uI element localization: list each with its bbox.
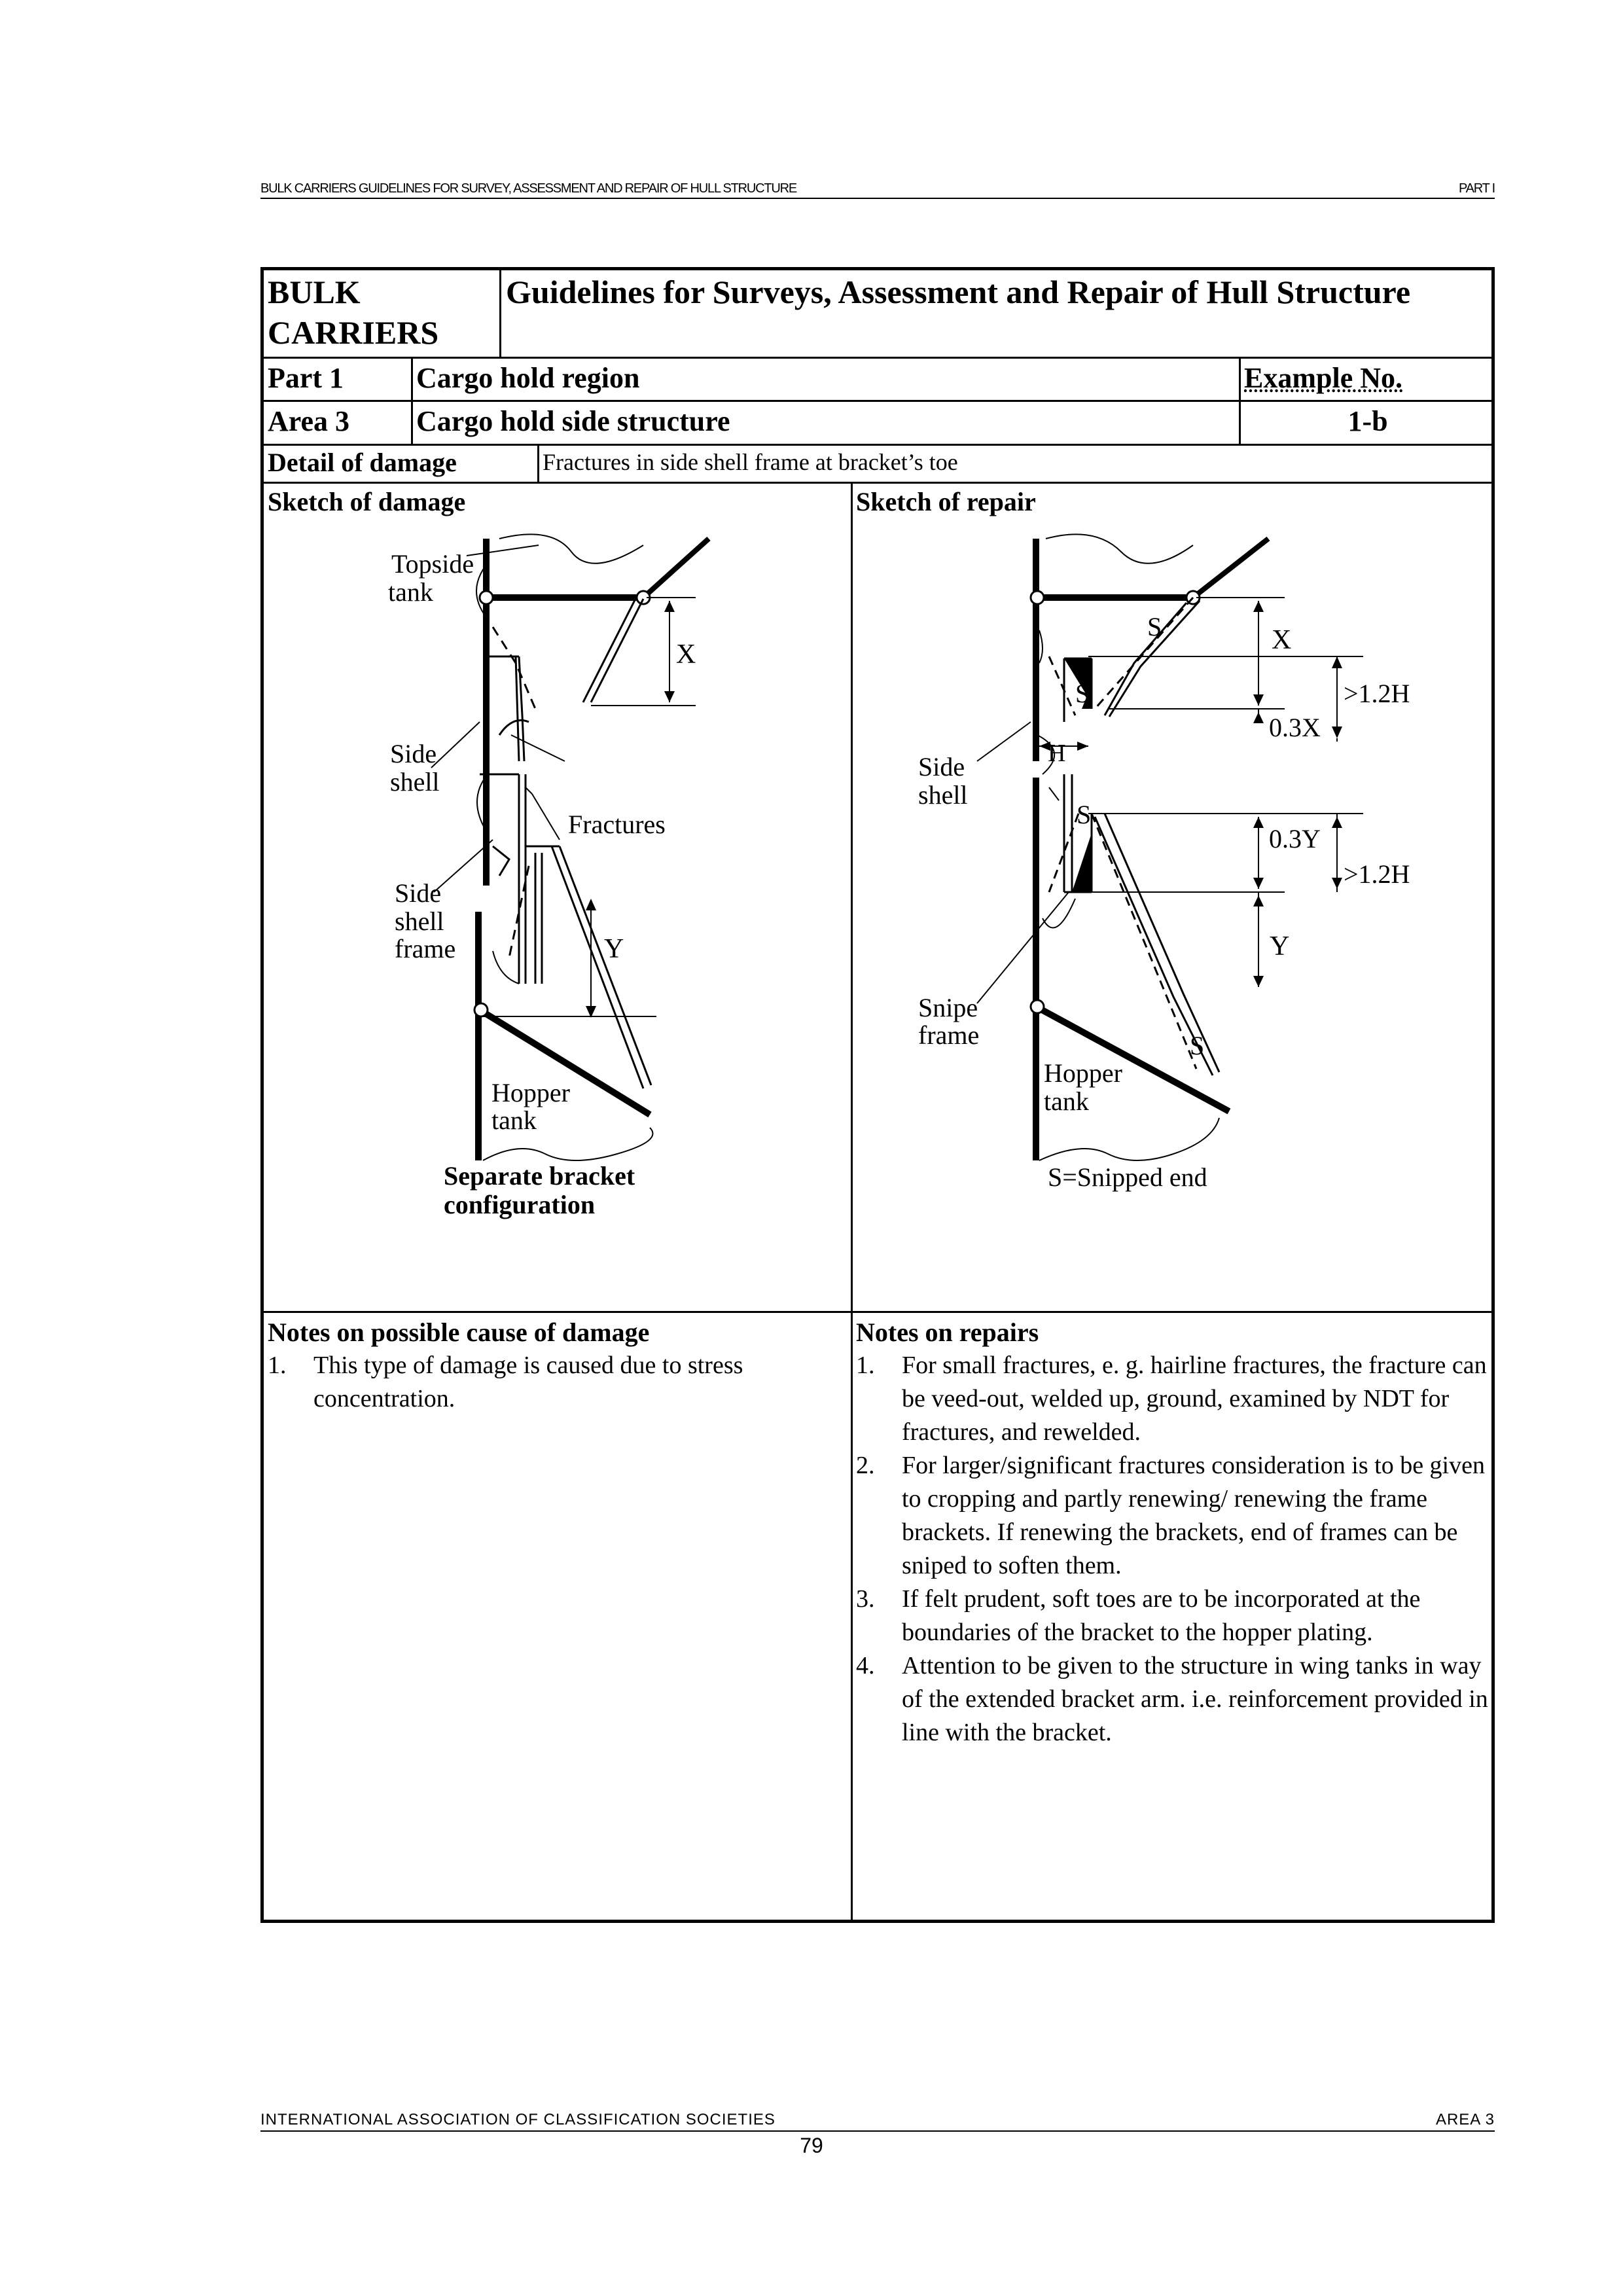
running-header: [260, 181, 1495, 199]
repair-sketch-heading: Sketch of repair: [856, 487, 1036, 516]
break-line: [1039, 630, 1043, 663]
label-s-top: S: [1147, 612, 1162, 641]
detail-value: Fractures in side shell frame at bracket’s toe: [543, 449, 958, 475]
damage-sketch-drawing: [303, 526, 827, 1180]
repair-notes-heading: Notes on repairs: [856, 1318, 1039, 1347]
note-item: [268, 1349, 844, 1416]
note-text: This type of damage is caused due to stress concentration.: [313, 1352, 743, 1412]
part-value: Cargo hold region: [416, 362, 640, 394]
leader-side-shell: [977, 722, 1031, 761]
label-h-top: >1.2H: [1344, 679, 1410, 708]
rule: [264, 482, 1491, 484]
repair-sketch-drawing: [879, 526, 1494, 1180]
cause-notes: [268, 1316, 844, 1416]
y-dimension: [483, 902, 656, 1016]
label-shell: shell: [390, 767, 440, 797]
label-side-2: Side: [395, 878, 442, 908]
note-number: 2.: [856, 1452, 875, 1479]
scallop: [1031, 591, 1044, 604]
upper-dimensions: [1088, 598, 1363, 722]
label-h: H: [1048, 740, 1066, 767]
label-0-3y: 0.3Y: [1269, 824, 1321, 853]
label-frame: frame: [918, 1020, 980, 1050]
topside-sloping-plate: [643, 539, 709, 598]
rule: [499, 270, 501, 357]
label-x: X: [676, 639, 696, 670]
break-line: [1039, 1118, 1219, 1160]
lower-fracture-mark: [493, 846, 509, 876]
lower-dashed-arm: [1092, 814, 1196, 1069]
leader-topside: [467, 545, 539, 556]
example-number: 1-b: [1347, 405, 1388, 437]
label-snipe: Snipe: [918, 993, 978, 1022]
document-title: Guidelines for Surveys, Assessment and Repair of Hull Structure: [506, 274, 1411, 310]
label-hopper: Hopper: [491, 1078, 570, 1107]
running-header-part: PART I: [1458, 181, 1495, 196]
label-y: Y: [1270, 931, 1290, 961]
footer-organization: INTERNATIONAL ASSOCIATION OF CLASSIFICATION SOCIETIES: [260, 2111, 776, 2128]
detail-label: Detail of damage: [268, 448, 457, 477]
label-fractures: Fractures: [568, 810, 666, 839]
break-line: [493, 951, 519, 984]
rule: [264, 444, 1491, 446]
lower-bracket-stub: [535, 853, 542, 984]
label-hopper: Hopper: [1044, 1058, 1122, 1088]
running-header-title: BULK CARRIERS GUIDELINES FOR SURVEY, ASSESSMENT AND REPAIR OF HULL STRUCTURE: [260, 181, 797, 196]
label-hopper-tank: tank: [1044, 1086, 1089, 1116]
part-label: Part 1: [268, 362, 344, 394]
example-label: Example No.: [1244, 362, 1402, 394]
label-side: Side: [918, 752, 965, 781]
page-number: 79: [800, 2134, 823, 2157]
note-item: [856, 1449, 1491, 1583]
guideline-sheet: [260, 267, 1495, 1923]
label-0-3x: 0.3X: [1269, 713, 1321, 742]
note-item: [856, 1583, 1491, 1649]
scallop: [1031, 1000, 1044, 1013]
lower-new-bracket-fill: [1072, 833, 1092, 892]
caption-line-1: Separate bracket: [444, 1161, 635, 1191]
label-hopper-tank: tank: [491, 1105, 537, 1135]
label-topside-tank: tank: [388, 577, 433, 607]
leader-snipe-frame: [977, 892, 1069, 1003]
lower-bracket-arm: [552, 846, 651, 1088]
note-number: 3.: [856, 1585, 875, 1613]
note-text: For small fractures, e. g. hairline fractures, the fracture can be veed-out, welded up, ground, examined by NDT for fractures, and rewelded.: [902, 1352, 1487, 1446]
label-topside: Topside: [391, 549, 474, 579]
rule: [851, 482, 853, 1923]
upper-bracket: [583, 599, 643, 702]
note-number: 4.: [856, 1652, 875, 1679]
break-line: [499, 534, 643, 563]
repair-sketch-caption: S=Snipped end: [1048, 1162, 1207, 1192]
label-s-upper: S: [1075, 679, 1090, 708]
label-x: X: [1272, 625, 1292, 655]
repair-notes: [856, 1316, 1491, 1749]
label-frame: frame: [395, 934, 456, 963]
leader-side-shell: [431, 722, 480, 768]
scallop: [480, 591, 493, 604]
cause-notes-heading: Notes on possible cause of damage: [268, 1318, 650, 1347]
damage-sketch-caption: [444, 1162, 635, 1219]
repair-notes-list: [856, 1349, 1491, 1749]
label-s-lower: S: [1077, 800, 1092, 829]
note-text: Attention to be given to the structure in wing tanks in way of the extended bracket arm. i.e. reinforcement provided in line with the bracket.: [902, 1652, 1488, 1746]
label-side: Side: [390, 739, 437, 768]
rule: [264, 1311, 1491, 1313]
area-label: Area 3: [268, 405, 350, 437]
label-y: Y: [604, 934, 624, 964]
note-text: For larger/significant fractures consideration is to be given to cropping and partly renewing/ renewing the frame brackets. If renewing the brackets, end of frames can be sniped to soften them.: [902, 1452, 1485, 1579]
label-h-bottom: >1.2H: [1344, 859, 1410, 889]
area-value: Cargo hold side structure: [416, 405, 730, 437]
lower-dimensions: [1088, 814, 1363, 987]
leader-fractures: [526, 787, 560, 840]
cause-notes-list: [268, 1349, 844, 1416]
footer-area: AREA 3: [1435, 2111, 1495, 2128]
topside-sloping-plate: [1193, 539, 1268, 598]
note-item: [856, 1649, 1491, 1749]
caption-line-2: configuration: [444, 1190, 596, 1219]
note-number: 1.: [268, 1352, 287, 1379]
bracket-dashed-edge: [493, 627, 535, 709]
rule: [411, 357, 413, 444]
rule: [537, 444, 539, 482]
note-text: If felt prudent, soft toes are to be incorporated at the boundaries of the bracket to the hopper plating.: [902, 1585, 1421, 1646]
label-shell: shell: [918, 780, 968, 810]
damage-sketch-heading: Sketch of damage: [268, 487, 466, 516]
break-line: [1049, 787, 1059, 800]
label-s-bottom: S: [1190, 1031, 1205, 1060]
category-label: BULK CARRIERS: [268, 274, 439, 351]
page-footer: [260, 2109, 1495, 2132]
note-number: 1.: [856, 1352, 875, 1379]
lower-frame: [519, 774, 526, 984]
note-item: [856, 1349, 1491, 1449]
scallop: [474, 1003, 488, 1016]
label-shell-2: shell: [395, 906, 444, 936]
break-line: [1046, 534, 1193, 563]
upper-fracture-mark: [499, 721, 529, 736]
